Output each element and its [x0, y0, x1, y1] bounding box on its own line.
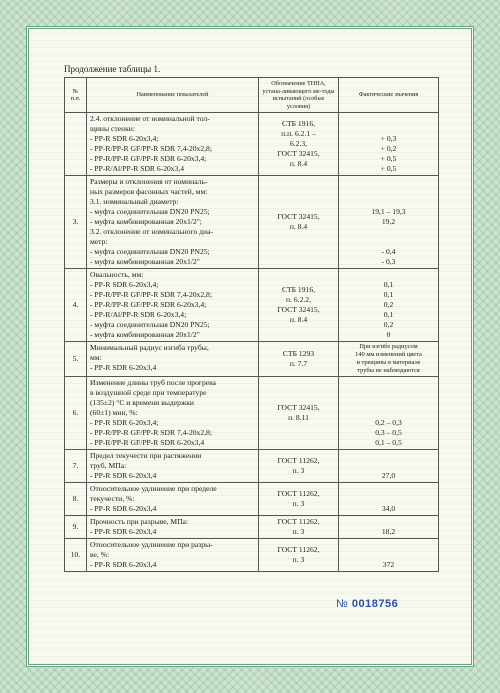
actual-value-line — [342, 388, 435, 398]
actual-value-line — [342, 540, 435, 550]
actual-value-line: + 0,5 — [380, 164, 397, 173]
test-method-line: п. 3 — [292, 527, 305, 536]
actual-value — [339, 377, 439, 450]
indicator-name-line: ных размеров фасонных частей, мм: — [90, 187, 208, 196]
actual-value-line: и трещины в материале — [356, 359, 421, 366]
table-body — [65, 113, 439, 572]
indicator-name-line: щины стенки: — [90, 124, 135, 133]
actual-value-line — [342, 494, 435, 504]
indicator-name-line: (60±1) мин, %: — [90, 408, 138, 417]
test-method-line: ГОСТ 11262, — [277, 456, 320, 465]
indicator-name-line: - муфта соединительная DN20 PN25; — [90, 320, 210, 329]
actual-value-line: - 0,3 — [381, 257, 396, 266]
actual-value-line: 140 мм изменений цвета — [355, 351, 422, 358]
header-name: Наименование показателей — [87, 78, 259, 113]
actual-value-line: - 0,4 — [381, 247, 396, 256]
table-row — [65, 539, 439, 572]
actual-value — [339, 450, 439, 483]
indicator-name-line: - PP-R SDR 6-20x3,4 — [90, 560, 157, 569]
indicator-name-line: - PP-R SDR 6-20x3,4 — [90, 471, 157, 480]
properties-table — [64, 77, 439, 572]
actual-value-line — [342, 237, 435, 247]
indicator-name-line: Минимальный радиус изгиба трубы, — [90, 343, 209, 352]
indicator-name-line: - PP-R/Al/PP-R SDR 6-20x3,4 — [90, 164, 185, 173]
indicator-name — [87, 539, 259, 572]
actual-value-line — [342, 114, 435, 124]
test-method-line: п. 3 — [292, 466, 305, 475]
table-row — [65, 176, 439, 269]
test-method-line: п.п. 6.2.1 – — [281, 129, 316, 138]
actual-value — [339, 483, 439, 516]
serial-number: 0018756 — [351, 598, 399, 610]
indicator-name-line: Размеры и отклонения от номиналь- — [90, 177, 208, 186]
actual-value-line: + 0,5 — [380, 154, 397, 163]
serial-prefix: № — [336, 598, 349, 610]
actual-value-line — [342, 451, 435, 461]
test-method-line: п. 7.7 — [289, 359, 308, 368]
test-method — [259, 176, 339, 269]
actual-value-line — [342, 177, 435, 187]
test-method — [259, 516, 339, 539]
actual-value-line: 0,2 – 0,3 — [375, 418, 402, 427]
actual-value-line: + 0,3 — [380, 134, 397, 143]
actual-value-line: 0 — [386, 330, 391, 339]
indicator-name — [87, 483, 259, 516]
table-row — [65, 342, 439, 377]
test-method — [259, 342, 339, 377]
actual-value-line: При изгибе радиусом — [359, 343, 418, 350]
indicator-name — [87, 377, 259, 450]
actual-value-line — [342, 550, 435, 560]
actual-value-line — [342, 378, 435, 388]
actual-value-line: 0,1 — [383, 310, 394, 319]
indicator-name-line: Относительное удлинение при разры- — [90, 540, 213, 549]
indicator-name — [87, 269, 259, 342]
indicator-name-line: 3.2. отклонение от номинального диа- — [90, 227, 213, 236]
indicator-name-line: - PP-R SDR 6-20x3,4; — [90, 280, 159, 289]
row-number: 10. — [65, 539, 87, 572]
actual-value-line: 0,2 — [383, 300, 394, 309]
indicator-name-line: труб, МПа: — [90, 461, 127, 470]
test-method-line: п. 3 — [292, 499, 305, 508]
actual-value-line: 19,1 – 19,3 — [371, 207, 406, 216]
actual-value-line — [342, 484, 435, 494]
table-header-row — [65, 78, 439, 113]
row-number: 3. — [65, 176, 87, 269]
header-num: № п.п. — [65, 78, 87, 113]
indicator-name-line: в воздушной среде при температуре — [90, 388, 207, 397]
test-method — [259, 450, 339, 483]
indicator-name-line: - PP-R/PP-R GF/PP-R SDR 6-20x3,4 — [90, 438, 205, 447]
actual-value-line: 27,0 — [381, 471, 396, 480]
row-number: 9. — [65, 516, 87, 539]
indicator-name-line: мм: — [90, 353, 102, 362]
test-method-line: п. 8.4 — [289, 159, 308, 168]
indicator-name-line: - PP-R SDR 6-20x3,4 — [90, 363, 157, 372]
actual-value — [339, 539, 439, 572]
actual-value-line: 0,2 — [383, 320, 394, 329]
document-body — [64, 64, 438, 572]
actual-value — [339, 342, 439, 377]
actual-value-line: 0,1 — [383, 290, 394, 299]
test-method-line: п. 8.4 — [289, 222, 308, 231]
header-actual: Фактические значения — [339, 78, 439, 113]
table-row — [65, 377, 439, 450]
test-method-line: ГОСТ 11262, — [277, 545, 320, 554]
test-method-line: ГОСТ 32415, — [277, 403, 320, 412]
actual-value-line: 18,2 — [381, 527, 396, 536]
actual-value-line: 372 — [382, 560, 395, 569]
table-row — [65, 483, 439, 516]
test-method-line: ГОСТ 11262, — [277, 489, 320, 498]
test-method — [259, 377, 339, 450]
indicator-name-line: Прочность при разрыве, МПа: — [90, 517, 189, 526]
indicator-name-line: - PP-R/Al/PP-R SDR 6-20x3,4; — [90, 310, 187, 319]
test-method-line: СТБ 1916, — [281, 285, 316, 294]
indicator-name-line: Предел текучести при растяжении — [90, 451, 202, 460]
actual-value-line — [342, 124, 435, 134]
actual-value-line — [342, 517, 435, 527]
actual-value-line — [342, 398, 435, 408]
indicator-name-line: 2.4. отклонение от номинальной тол- — [90, 114, 210, 123]
indicator-name-line: - муфта комбинированная 20x1/2" — [90, 257, 200, 266]
indicator-name-line: - муфта комбинированная 20x1/2"; — [90, 217, 202, 226]
indicator-name-line: метр: — [90, 237, 108, 246]
indicator-name-line: - PP-R SDR 6-20x3,4 — [90, 527, 157, 536]
actual-value-line — [342, 197, 435, 207]
actual-value — [339, 113, 439, 176]
actual-value-line: 0,3 – 0,5 — [375, 428, 402, 437]
table-row — [65, 516, 439, 539]
row-number: 7. — [65, 450, 87, 483]
indicator-name-line: Овальность, мм: — [90, 270, 144, 279]
test-method-line: ГОСТ 32415, — [277, 305, 320, 314]
indicator-name-line: - PP-R SDR 6-20x3,4; — [90, 418, 159, 427]
indicator-name-line: - муфта комбинированная 20x1/2" — [90, 330, 200, 339]
indicator-name-line: 3.1. номинальный диаметр: — [90, 197, 179, 206]
indicator-name — [87, 450, 259, 483]
row-number: 6. — [65, 377, 87, 450]
actual-value-line — [342, 227, 435, 237]
test-method-line: п. 3 — [292, 555, 305, 564]
actual-value — [339, 176, 439, 269]
test-method-line: СТБ 1293 — [282, 349, 315, 358]
actual-value-line — [342, 187, 435, 197]
test-method-line: п. 6.2.2, — [286, 295, 311, 304]
test-method-line: ГОСТ 32415, — [277, 212, 320, 221]
actual-value — [339, 269, 439, 342]
actual-value-line: 34,0 — [381, 504, 396, 513]
test-method-line: п. 8.11 — [288, 413, 309, 422]
indicator-name-line: - муфта соединительная DN20 PN25; — [90, 247, 210, 256]
indicator-name-line: - PP-R/PP-R GF/PP-R SDR 6-20x3,4; — [90, 154, 207, 163]
indicator-name-line: - PP-R SDR 6-20x3,4; — [90, 134, 159, 143]
indicator-name — [87, 516, 259, 539]
indicator-name-line: - PP-R/PP-R GF/PP-R SDR 6-20x3,4; — [90, 300, 207, 309]
indicator-name-line: ве, %: — [90, 550, 110, 559]
indicator-name-line: текучести, %: — [90, 494, 135, 503]
actual-value — [339, 516, 439, 539]
row-number: 4. — [65, 269, 87, 342]
serial-number-stamp — [336, 598, 398, 610]
indicator-name-line: (135±2) °C и времени выдержки — [90, 398, 194, 407]
actual-value-line: 19,2 — [381, 217, 396, 226]
test-method-line: ГОСТ 32415, — [277, 149, 320, 158]
test-method — [259, 113, 339, 176]
indicator-name-line: - PP-R SDR 6-20x3,4 — [90, 504, 157, 513]
table-row — [65, 450, 439, 483]
row-number: 8. — [65, 483, 87, 516]
table-row — [65, 269, 439, 342]
actual-value-line: + 0,2 — [380, 144, 397, 153]
indicator-name-line: - муфта соединительная DN20 PN25; — [90, 207, 210, 216]
actual-value-line: 0,1 – 0,5 — [375, 438, 402, 447]
test-method-line: 6.2.3, — [289, 139, 308, 148]
indicator-name-line: Изменение длины труб после прогрева — [90, 378, 217, 387]
indicator-name — [87, 342, 259, 377]
indicator-name-line: - PP-R/PP-R GF/PP-R SDR 7,4-20x2,8; — [90, 428, 212, 437]
actual-value-line — [342, 408, 435, 418]
actual-value-line — [342, 461, 435, 471]
indicator-name-line: - PP-R/PP-R GF/PP-R SDR 7,4-20x2,8; — [90, 144, 212, 153]
indicator-name-line: - PP-R/PP-R GF/PP-R SDR 7,4-20x2,8; — [90, 290, 212, 299]
test-method-line: ГОСТ 11262, — [277, 517, 320, 526]
test-method — [259, 483, 339, 516]
actual-value-line: 0,1 — [383, 280, 394, 289]
header-tnpa: Обозначение ТНПА, устана-ливающего ме-тоды испытаний (особые условия) — [259, 78, 339, 113]
indicator-name — [87, 113, 259, 176]
test-method — [259, 269, 339, 342]
test-method-line: СТБ 1916, — [281, 119, 316, 128]
indicator-name-line: Относительное удлинение при пределе — [90, 484, 217, 493]
test-method-line: п. 8.4 — [289, 315, 308, 324]
indicator-name — [87, 176, 259, 269]
row-number: 5. — [65, 342, 87, 377]
table-caption: Продолжение таблицы 1. — [64, 64, 161, 74]
actual-value-line — [342, 270, 435, 280]
actual-value-line: трубы не наблюдаются — [357, 367, 420, 374]
row-number — [65, 113, 87, 176]
test-method — [259, 539, 339, 572]
table-row — [65, 113, 439, 176]
